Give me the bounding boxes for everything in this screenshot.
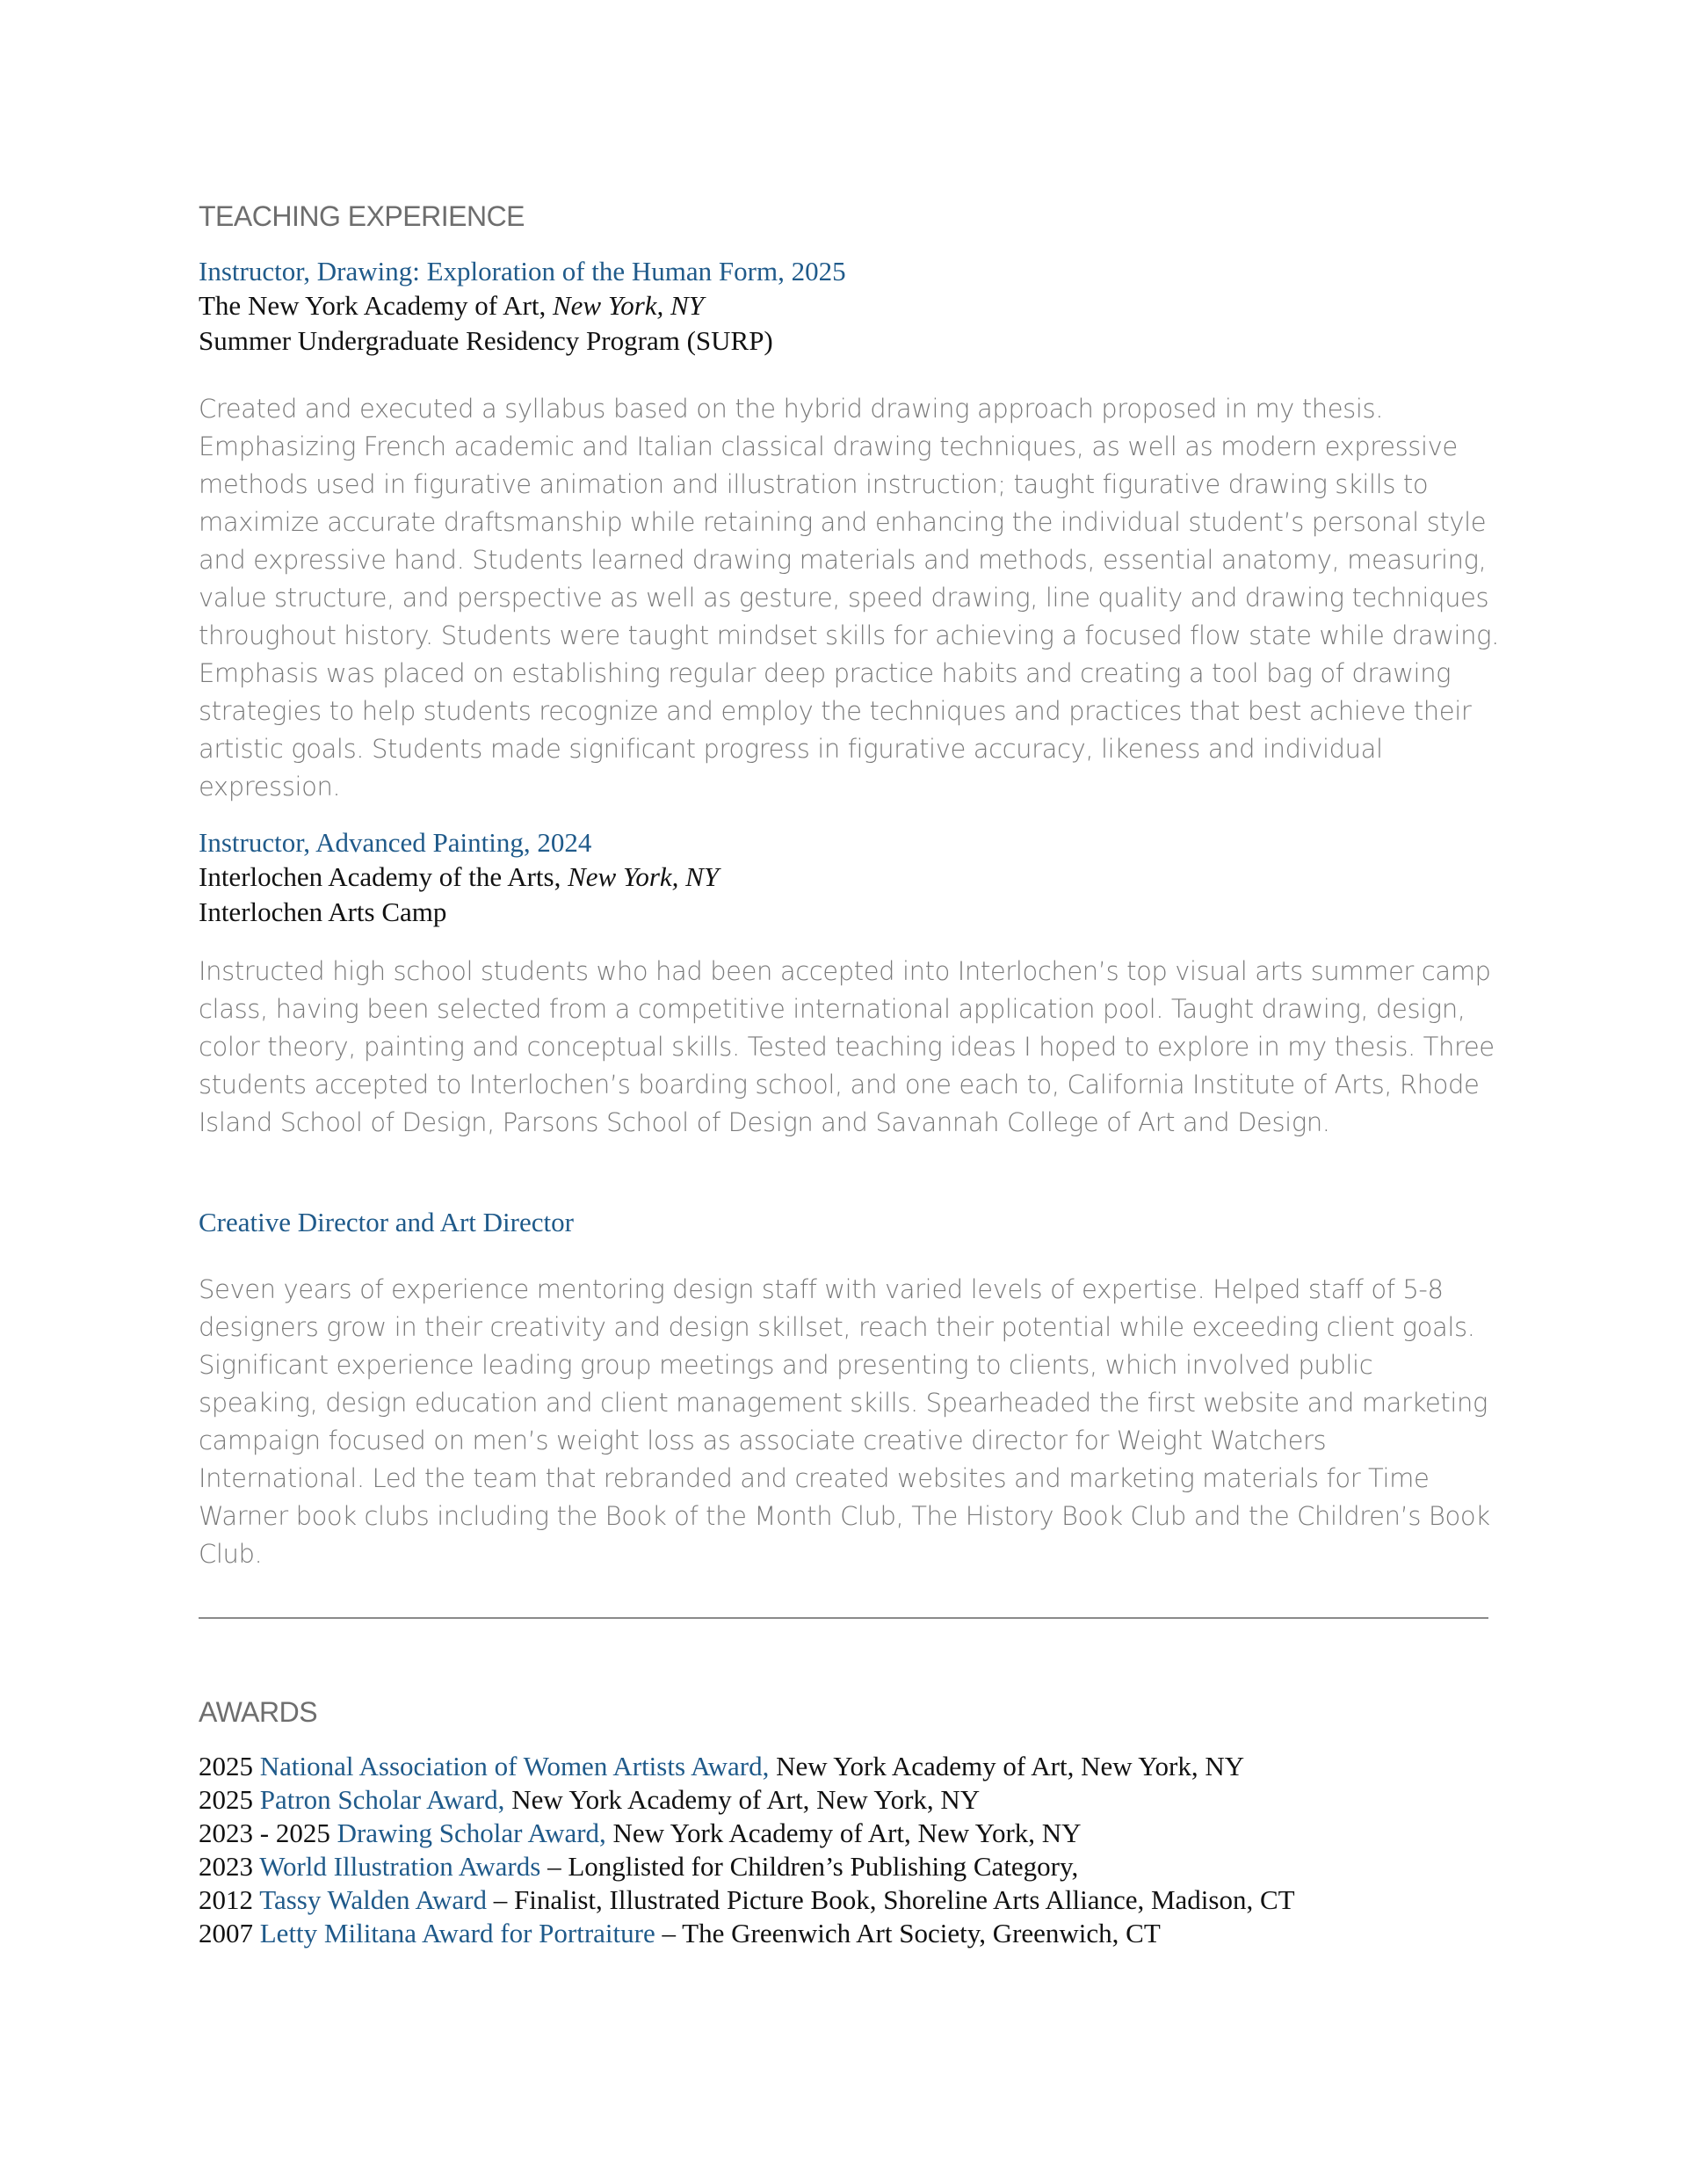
award-name: Letty Militana Award for Portraiture [259, 1918, 655, 1948]
award-detail: – Finalist, Illustrated Picture Book, Shoreline Arts Alliance, Madison, CT [493, 1884, 1295, 1915]
award-item [199, 1817, 1295, 1850]
award-name: Drawing Scholar Award, [337, 1818, 606, 1848]
job-title: Instructor, Advanced Painting, 2024 [199, 827, 592, 858]
award-item [199, 1850, 1295, 1883]
award-detail: New York Academy of Art, New York, NY [776, 1751, 1245, 1781]
awards-heading: AWARDS [199, 1696, 318, 1728]
award-detail: – Longlisted for Children’s Publishing Category, [547, 1851, 1079, 1882]
section-divider [199, 1617, 1488, 1619]
organization-name: The New York Academy of Art, [199, 290, 547, 321]
award-year: 2023 [199, 1851, 253, 1882]
award-year: 2007 [199, 1918, 253, 1948]
award-item [199, 1783, 1295, 1817]
award-detail: – The Greenwich Art Society, Greenwich, CT [662, 1918, 1161, 1948]
teaching-entry-drawing [199, 255, 1488, 359]
award-name: Tassy Walden Award [259, 1884, 488, 1915]
job-description: Created and executed a syllabus based on the hybrid drawing approach proposed in my thesis. Emphasizing French academic and Italian classical drawing techniques, as well as modern expressive methods used in figurative animation and illustration instruction; taught figurative drawing skills to maximize accurate draftsmanship while retaining and enhancing the individual student’s personal style and expressive hand. Students learned drawing materials and methods, essential anatomy, measuring, value structure, and perspective as well as gesture, speed drawing, line quality and drawing techniques throughout history. Students were taught mindset skills for achieving a focused flow state while drawing. Emphasis was placed on establishing regular deep practice habits and creating a tool bag of drawing strategies to help students recognize and employ the techniques and practices that best achieve their artistic goals. Students made significant progress in figurative accuracy, likeness and individual expression. [199, 394, 1499, 802]
award-item [199, 1917, 1295, 1950]
award-name: Patron Scholar Award, [259, 1784, 505, 1815]
job-description: Seven years of experience mentoring design staff with varied levels of expertise. Helped staff of 5-8 designers grow in their creativity and design skillset, reach their potential while exceeding client goals. Significant experience leading group meetings and presenting to clients, which involved public speaking, design education and client management skills. Spearheaded the first website and marketing campaign focused on men’s weight loss as associate creative director for Weight Watchers International. Led the team that rebranded and created websites and marketing materials for Time Warner book clubs including the Book of the Month Club, The History Book Club and the Children’s Book Club. [199, 1274, 1490, 1569]
award-name: National Association of Women Artists Award, [259, 1751, 770, 1781]
organization-name: Interlochen Academy of the Arts, [199, 861, 561, 892]
awards-list [199, 1750, 1295, 1950]
award-year: 2012 [199, 1884, 253, 1915]
job-title: Instructor, Drawing: Exploration of the Human Form, 2025 [199, 256, 846, 287]
award-item [199, 1883, 1295, 1917]
organization-location: New York, NY [568, 861, 720, 892]
organization-line [199, 288, 1488, 323]
job-title-creative-director: Creative Director and Art Director [199, 1207, 574, 1237]
organization-location: New York, NY [552, 290, 704, 321]
award-year: 2025 [199, 1751, 253, 1781]
award-name: World Illustration Awards [259, 1851, 541, 1882]
award-item [199, 1750, 1295, 1783]
program-name: Summer Undergraduate Residency Program (SURP) [199, 325, 773, 356]
teaching-entry-painting [199, 826, 1488, 930]
award-detail: New York Academy of Art, New York, NY [511, 1784, 981, 1815]
award-detail: New York Academy of Art, New York, NY [612, 1818, 1082, 1848]
program-name: Interlochen Arts Camp [199, 896, 447, 927]
teaching-experience-heading: TEACHING EXPERIENCE [199, 200, 525, 232]
organization-line [199, 860, 1488, 895]
award-year: 2023 - 2025 [199, 1818, 330, 1848]
award-year: 2025 [199, 1784, 253, 1815]
job-description: Instructed high school students who had been accepted into Interlochen’s top visual arts summer camp class, having been selected from a competitive international application pool. Taught drawing, design, color theory, painting and conceptual skills. Tested teaching ideas I hoped to explore in my thesis. Three students accepted to Interlochen’s boarding school, and one each to, California Institute of Arts, Rhode Island School of Design, Parsons School of Design and Savannah College of Art and Design. [199, 956, 1495, 1137]
